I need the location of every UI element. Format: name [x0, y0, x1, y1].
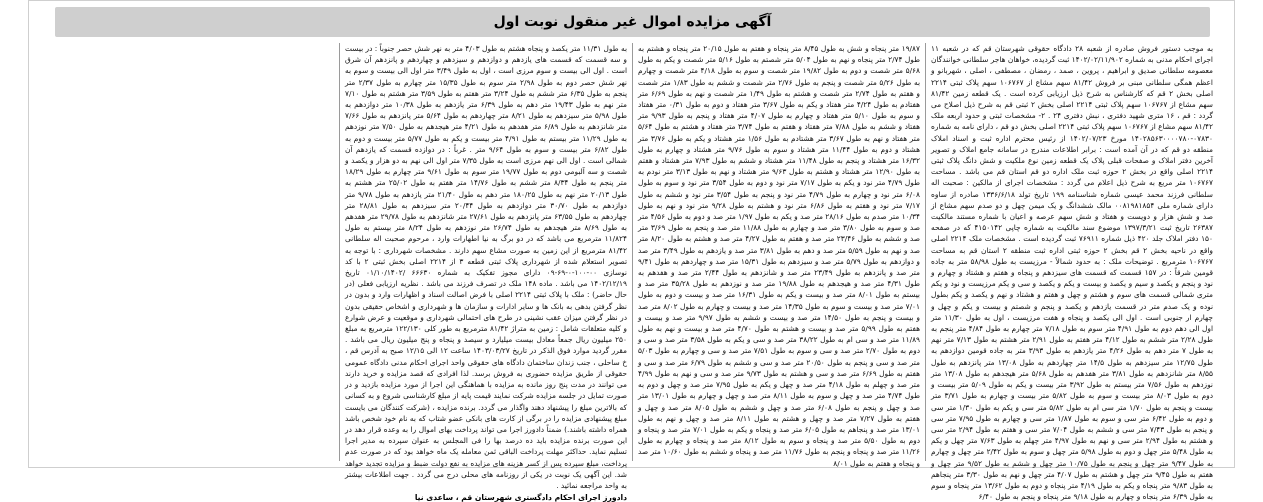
notice-frame	[28, 0, 1235, 502]
notice-column-1-text: به موجب دستور فروش صادره از شعبه ۲۸ دادگاه حقوقی شهرستان قم که در شعبه ۱۱ اجرای احکام مدنی به شماره ۱۴۰۲/۰۲/۱۱/۹۰۲ ثبت گردیده، خواهان هاجر سلطانی خوانندگان معصومه سلطانی صدیق و ابراهیم ، پروین ، صمد ، رمضان ، مصطفی ، اصلی ، شهربانو و اعظم همگی سلطانی مبنی بر فروش ۸۱/۴۲ سهم مشاع از ۱۰۶۷۶۷ سهم پلاک ثبتی ۲۲۱۴ اصلی بخش ۲ قم که کارشناس به شرح ذیل ارزیابی کرده است . یک قطعه زمین ۸۱/۴۲ سهم مشاع از ۱۰۶۷۶۷ سهم پلاک ثبتی ۲۲۱۴ اصلی بخش ۲ ثبتی قم به شرح ذیل اصلاح می گردد : قم ، ۱۶ متری شهید دفتری ، نبش دفتری ۲۴ . ۲- مشخصات ثبتی و حدود اربعه ملک ۸۱/۴۲ سهم مشاع از ۱۰۶۷۶۷ سهم پلاک ثبتی ۲۲۱۴ اصلی بخش دو قم ، دارای نامه به شماره ۰۷۸۳۰-۱۴۰۲۸۵۶۳۰۰۰۰۷۸۰ مورخ ۱۴۰۲/۰۷/۲۳ از رئیس محترم اداره ثبت و اسناد املاک منطقه دو قم که در آن آمده است : برابر اطلاعات مندرج در سامانه جامع املاک و تصویر آخرین دفتر املاک و صفحات قبلی پلاک یک قطعه زمین نوع ملکیت و شش دانگ پلاک ثبتی ۲۲۱۴ اصلی واقع در بخش ۲ حوزه ثبت ملک اداره دو قم استان قم می باشد . مساحت ۱۰۶۷۶۷ متر مربع به شرح ذیل اعلام می گردد : مشخصات اجرای از مالکین : صحبت اله سلطانی فرزند محمد عیسی شماره شناسنامه ۱۹۹ تاریخ تولد ۱۳۳۶/۶/۱۸ صادره از ساوه دارای شماره ملی ۰۰۸۱۹۸۱۸۵۴ مالک ششدانگ و یک میمن چهل و دو صدم سهم مشاع از صد و شش هزار و دویست و هفتاد و شش سهم عرصه و اعیان با شماره مستند مالکیت ۲۶۳۸۷ تاریخ ثبت ۱۳۹۷/۳/۲۱ موضوع سند مالکیت به شماره چاپی ۴۱۵۰۱۴۲ که در صفحه ۱۵۰ دفتر املاک جلد ۴۲۰ ذیل شماره ۷۶۹۱۱ ثبت گردیده است . مشخصات ملک ۲۲۱۴ اصلی واقع در ناحیه بخش ۲ قم بخش ۲ حوزه ثبتی اداره ثبت منطقه ۲ استان قم به مساحت ۱۰۶۷۶۷ مترمربع . توضیحات ملک : به حدود شمالاً - مرزیست به طول ۵۸/۹۸ متر به جاده قومین شرقاً : در ۱۵۷ قسمت که قسمت های سیزدهم و پنجاه و هفتم و هشتاد و چهارم و نود و پنجم و یکصد و سیم و یکصد و بیست و یکم و یکصد و سی و یکم مرزیست و نود و یکم متری شمالی قسمت های سوم و هشتم و چهل و هفتم و هشتاد و نهم و یکصد و یکم بطول نوده و یک صدم متر در قسمت یازدهم و یکصد و پنجم و شصتم و بیست و یکم و چهل و چهارم ار جنوبی است . اول الی یکصد و پنجاه و هفت مرزیست ، اول به طول ۱۱/۳۰ متر اول الی دهم دوم به طول ۴/۹۱ متر سوم به طول ۷/۱۸ متر چهارم به طول ۴/۸۴ متر پنجم به طول ۲/۲۸ متر ششم به طول ۴/۱۲ متر هفتم به طول ۲/۹۱ متر هشتم به طول ۷/۱۳ متر نهم به طول ۷ متر دهم به طول ۴/۲۶ متر یازدهم به طول ۳/۹۳ متر به جاده قومین دوازدهم به طول ۱۲/۷۵ متر سیزدهم به طول ۱۴/۵ متر چهاردهم به طول ۱۳/۰۸ متر پانزدهم به طول ۸/۵۵ متر شانزدهم به طول ۳/۸۱ متر هفدهم به طول ۵/۶۸ متر هیجدهم به طول ۱۳/۰۸ متر نوزدهم به طول ۷/۵۶ متر بیستم به طول ۳/۹۲ متر بیست و یکم به طول ۵/۰۹ متر بیست و دوم به طول ۸/۰۳ متر بیست و سوم به طول ۵/۸۲ متر بیست و چهارم به طول ۳/۷۱ متر بیست و پنجم به طول ۱/۷۰ متر سی ام به طول ۵/۸۲ متر سی و یکم به طول ۱/۳۰ متر سی و دوم به طول ۶/۴۲ متر سی و سوم به طول ۱/۸۷ متر سی و چهارم به طول ۷/۹۵ متر سی و پنجم به طول ۷/۴۳ متر سی و ششم به طول ۷/۰۴ متر سی و هفتم به طول ۲/۹۴ متر سی و هشتم به طول ۲/۹۴ متر سی و نهم به طول ۴/۹۷ متر چهلم به طول ۷/۶۳ متر چهل و یکم به طول ۵/۴۸ متر چهل و دوم به طول ۵/۹۸ متر چهل و سوم به طول ۲/۴۲ متر چهل و چهارم به طول ۹/۴۷ متر چهل و پنجم به طول ۱۰/۷۵ متر چهل و ششم به طول ۹/۵۲ متر چهل و هفتم به طول ۹/۴۵ متر چهل و هشتم به طول ۴/۰۷ متر چهل و نهم به طول ۳/۳۰ متر پنجاهم به طول ۹/۸۳ متر پنجاه و یکم به طول ۴/۱۹ متر پنجاه و دوم به طول ۱۳/۶۲ متر پنجاه و سوم به طول ۶/۳۹ متر پنجاه و چهارم به طول ۹/۱۸ متر پنجاه و پنجم به طول ۶/۴۰	[931, 44, 1214, 502]
notice-column-2-text: ۱۹/۸۷ متر پنجاه و شش به طول ۸/۴۵ متر پنجاه و هفتم به طول ۲۰/۱۵ متر پنجاه و هشتم به طول ۲/۷۴ متر پنجاه و نهم به طول ۵/۰۴ متر شصتم به طول ۵/۱۶ متر شصت و یکم به طول ۵/۶۸ متر شصت و دوم به طول ۱۹/۸۲ متر شصت و سوم به طول ۴/۱۸ متر شصت و چهارم به طول ۵/۲۶ متر شصت و پنجم به طول ۲/۷۶ متر شصت و ششم به طول ۱/۸۳ متر شصت و هفتم به طول ۲/۷۴ متر شصت و هشتم به طول ۱/۴۹ متر شصت و نهم به طول ۶/۶۹ متر هفتادم به طول ۴/۲۴ متر هفتاد و یکم به طول ۳/۶۷ متر هفتاد و دوم به طول ۰/۳۱ متر هفتاد و سوم به طول ۵/۱۰ متر هفتاد و چهارم به طول ۴/۰۷ متر هفتاد و پنجم به طول ۹/۹۳ متر هفتاد و ششم به طول ۷/۸۸ متر هفتاد و هفتم به طول ۳/۷۴ متر هفتاد و هشتم به طول ۵/۶۴ متر هفتاد و نهم به طول ۳/۶۷ متر هشتادم به طول ۱/۵۶ متر هشتاد و یکم به طول ۳/۷۶ متر هشتاد و دوم به طول ۱۱/۴۴ متر هشتاد و سوم به طول ۹/۷۶ متر هشتاد و چهارم به طول ۱۶/۳۲ متر هشتاد و پنجم به طول ۱۱/۴۸ متر هشتاد و ششم به طول ۷/۹۳ متر هشتاد و هفتم به طول ۱۲/۹۰ متر هشتاد و هشتم به طول ۹/۶۳ متر هشتاد و نهم به طول ۳/۱۳ متر نودم به طول ۴/۷۹ متر نود و یکم به طول ۷/۱۷ متر نود و دوم به طول ۳/۵۴ متر نود و سوم به طول ۶/۰۸ متر نود و چهارم به طول ۴/۷۹ متر نود و پنجم به طول ۳/۵۴ متر نود و ششم به طول ۷/۱۷ متر نود و هفتم به طول ۶/۸۶ متر نود و هشتم به طول ۹/۲۸ متر نود و نهم به طول ۱۰/۳۴ متر صدم به طول ۲۸/۱۶ متر صد و یکم به طول ۱/۹۷ متر صد و دوم به طول ۴/۵۶ متر صد و سوم به طول ۳/۸۰ متر صد و چهارم به طول ۱۱/۸۸ متر صد و پنجم به طول ۳/۶۹ متر صد و ششم به طول ۲۳/۴۶ متر صد و هفتم به طول ۴/۲۷ متر صد و هشتم به طول ۸/۲۰ متر صد و نهم به طول ۵/۵۹ متر صد و دهم به طول ۳/۸۱ متر صد و یازدهم به طول ۳/۴۹ متر صد و دوازدهم به طول ۵/۷۹ متر صد و سیزدهم به طول ۱۵/۳۱ متر صد و چهاردهم به طول ۹/۴۱ متر صد و پانزدهم به طول ۲۳/۴۹ متر صد و شانزدهم به طول ۲/۴۴ متر صد و هفدهم به طول ۴/۳۱ متر صد و هیجدهم به طول ۱۹/۸۸ متر صد و نوزدهم به طول ۳۵/۲۸ متر صد و بیستم به طول ۸/۰۱ متر صد و بیست و یکم به طول ۱۶/۳۱ متر صد و بیست و دوم به طول ۷/۰۱ متر صد و بیست و سوم به طول ۱۴/۳۵ متر صد و بیست و چهارم به طول ۸/۰۲ متر صد و بیست و پنجم به طول ۱۴/۵۰ متر صد و بیست و ششم به طول ۹/۹۷ متر صد و بیست و هفتم به طول ۵/۹۹ متر صد و بیست و هشتم به طول ۴/۷۰ متر صد و بیست و نهم به طول ۱۱/۸۹ متر صد و سی ام به طول ۳۸/۲۲ متر صد و سی و یکم به طول ۳/۵۸ متر صد و سی و دوم به طول ۲/۷۰ متر صد و سی و سوم به طول ۷/۵۱ متر صد و سی و چهارم به طول ۵/۰۳ متر صد و سی و پنجم به طول ۲۰/۵۰ متر صد و سی و ششم به طول ۶/۷۹ متر صد و سی و هفتم به طول ۶/۶۹ متر صد و سی و هشتم به طول ۹/۷۳ متر صد و سی و نهم به طول ۴/۹۹ متر صد و چهلم به طول ۴/۱۸ متر صد و چهل و یکم به طول ۷/۹۵ متر صد و چهل و دوم به طول ۴/۷۴ متر صد و چهل و سوم به طول ۸/۱۱ متر صد و چهل و چهارم به طول ۱۳/۰۱ متر صد و چهل و پنجم به طول ۶/۰۸ متر صد و چهل و ششم به طول ۸/۰۵ متر صد و چهل و هفتم به طول ۷/۲۷ متر صد و چهل و هشتم به طول ۸/۱۱ متر صد و چهل و نهم به طول ۱۳/۰۱ متر صد و پنجاهم به طول ۶/۰۵ متر صد و پنجاه و یکم به طول ۷/۰۱ متر صد و پنجاه و دوم به طول ۵/۵۰ متر صد و پنجاه و سوم به طول ۸/۱۲ متر صد و پنجاه و چهارم به طول ۱۱/۲۶ متر صد و پنجاه و پنجم به طول ۱۱/۷۶ متر صد و پنجاه و ششم به طول ۱۰/۶۰ متر صد و پنجاه و هفتم به طول ۸/۰۱	[638, 44, 921, 468]
notice-title-bar	[55, 7, 1210, 37]
notice-column-2	[632, 43, 925, 468]
notice-columns	[46, 43, 1218, 502]
notice-title: آگهی مزایده اموال غیر منقول نوبت اول	[493, 14, 772, 30]
notice-column-1	[925, 43, 1218, 502]
notice-column-3-text: به طول ۱۱/۳۱ متر یکصد و پنجاه هشتم به طول ۴/۰۳ متر به نهر شش حصر جنوباً : در بیست و سه قسمت که قسمت های یازدهم و دوازدهم و سیزدهم و چهاردهم و پانزدهم آن شرق است . اول الی بیست و سوم مرزی است ، اول به طول ۳/۴۹ متر اول الی بیست و سوم به نهر شش حصر دوم به طول ۲/۹۸ متر سوم به طول ۱۵/۳۵ متر چهارم به طول ۲/۳۷ متر پنجم به طول ۶/۳۵ متر ششم به طول ۳/۲۴ متر هفتم به طول ۳/۵۹ متر هشتم به طول ۷/۱۰ متر نهم به طول ۱۹/۴۳ متر دهم به طول ۶/۳۹ متر یازدهم به طول ۱۰/۳۸ متر دوازدهم به طول ۵/۹۸ متر سیزدهم به طول ۸/۲۱ متر چهاردهم به طول ۵/۶۴ متر پانزدهم به طول ۷/۶۶ متر شانزدهم به طول ۶/۸۹ متر هفدهم به طول ۴/۲۱ متر هیجدهم به طول ۷/۵۰ متر نوزدهم به طول ۱۱/۲۹ متر بیستم به طول ۴/۹۱ متر بیست و یکم به طول ۵/۷۷ متر بیست و دوم به طول ۶/۸۲ متر بیست و سوم به طول ۹/۶۴ متر . غرباً : در دوازده قسمت که یازدهم آن شمالی است . اول الی نهم مرزی است به طول ۷/۳۵ متر اول الی نهم به دو هزار و یکصد و شصت و سه آلبومی دوم به طول ۱۹/۷۷ متر سوم به طول ۹/۶۱ متر چهارم به طول ۱۸/۲۹ متر پنجم به طول ۸/۳۴ متر ششم به طول ۱۴/۷۶ متر هفتم به طول ۲۵/۰۲ متر هشتم به طول ۲۰/۱۳ متر نهم به طول ۱۸۰/۲۵ متر دهم به طول ۲۱/۴۰ متر یازدهم به طول ۹/۷۸ متر دوازدهم به طول ۳۰/۷۰ متر دوازدهم به طول ۲۰/۴۴ متر سیزدهم به طول ۲۸/۸۱ متر چهاردهم به طول ۶۳/۵۵ متر پانزدهم به طول ۲۷/۶۱ متر شانزدهم به طول ۲۹/۷۸ متر هفدهم به طول ۸/۶۹ متر هیجدهم به طول ۲۶/۷۴ متر نوزدهم به طول ۸/۲۴ متر بیستم به طول ۱۱/۸۲۴ مترمربع می باشد که در دو برگ به نیا اطهارات وارد ، مرحوم صحبت اله سلطانی ۸۱/۴۲ مترمربع از این زمین به صورت مشاع سهم دارند . مشخصات شهرداری : با توجه به تصویر استعلام شده از شهرداری پلاک ثبتی قطعه ۳ از ۲۲۱۴ اصلی بخش ثبتی ۲ با کد نوسازی ۰۰-۱۰۰-۰-۶۹-۰۹ دارای مجوز تفکیک به شماره ۶۶۶۳۰ /۰۱/۱۰/۱۴۰۲ تاریخ ۱۴۰۲/۱۲/۱۹ می باشد . ماده ۱۴۸ ملک در تصرف فرزند می باشد . نظریه ارزیابی فعلی (در حال حاضر) : ملک با پلاک ثبتی ۲۲۱۴ اصلی با فرض اصالت اسناد و اظهارات وارد و بدون در نظر گرفتن بدهی به بانک ها و سایر ادارات و سازمان ها و شهرداری و اشخاص حقیقی بدون در نظر گرفتن میزان عقب نشینی در طرح های احتمالی شهرداری و موقعیت و عرض شوارع و کلیه متعلقات شامل : زمین به متراژ ۸۱/۴۲ مترمربع به طور کلی ۱۲۲/۱۳۰ مترمربع به مبلغ ۲۵۰ میلیون ریال جمعاً معادل بیست میلیارد و سیصد و پنجاه و پنج میلیون ریال می باشد . مقرر گردید موارد فوق الذکر در تاریخ ۱۴۰۳/۰۳/۲۷ ساعت ۱۲ الی ۱۲/۱۵ صبح به آدرس قم ، خ ساحلی ، جنب زندان ساختمان دادگاه های حقوقی واحد اجرای احکام مدنی دادگاه عمومی حقوقی از طریق مزایده حضوری به فروش برسد. لذا افرادی که قصد مزایده و خرید دارند می توانند در مدت پنج روز مانده به مزایده با هماهنگی این اجرا از مورد مزایده بازدید و در صورت تمایل در جلسه مزایده شرکت نمایند قیمت پایه از مبلغ کارشناسی شروع و به کسانی که بالاترین مبلغ را پیشنهاد دهند واگذار می گردد. برنده مزایده ، (شرکت کنندگان می بایست مبلغ پیشنهادی مزایده را در برگی از کارت های بانکی عضو شتاب که به نام خود شخص باشد همراه داشته باشند.) ضمناً دادورز اجرا می تواند پرداخت بهای اموال را به وعده قرار دهد در این صورت برنده مزایده باید ده درصد بها را فی المجلس به عنوان سپرده به مدیر اجرا تسلیم نماید. حداکثر مهلت پرداخت الباقی ثمن معامله یک ماه خواهد بود که در صورت عدم پرداخت، مبلغ سپرده پس از کسر هزینه های مزایده به نفع دولت ضبط و مزایده تجدید خواهد شد. این آگهی یک نوبت در یکی از روزنامه های محلی درج می گردد . جهت اطلاعات بیشتر به واحد مراجعه نمائید .	[345, 44, 628, 490]
notice-signature: دادورز اجرای احکام دادگستری شهرستان قم ، ساعدی نیا	[414, 493, 627, 502]
notice-column-3	[339, 43, 632, 502]
notice-column-4-empty	[46, 43, 339, 461]
